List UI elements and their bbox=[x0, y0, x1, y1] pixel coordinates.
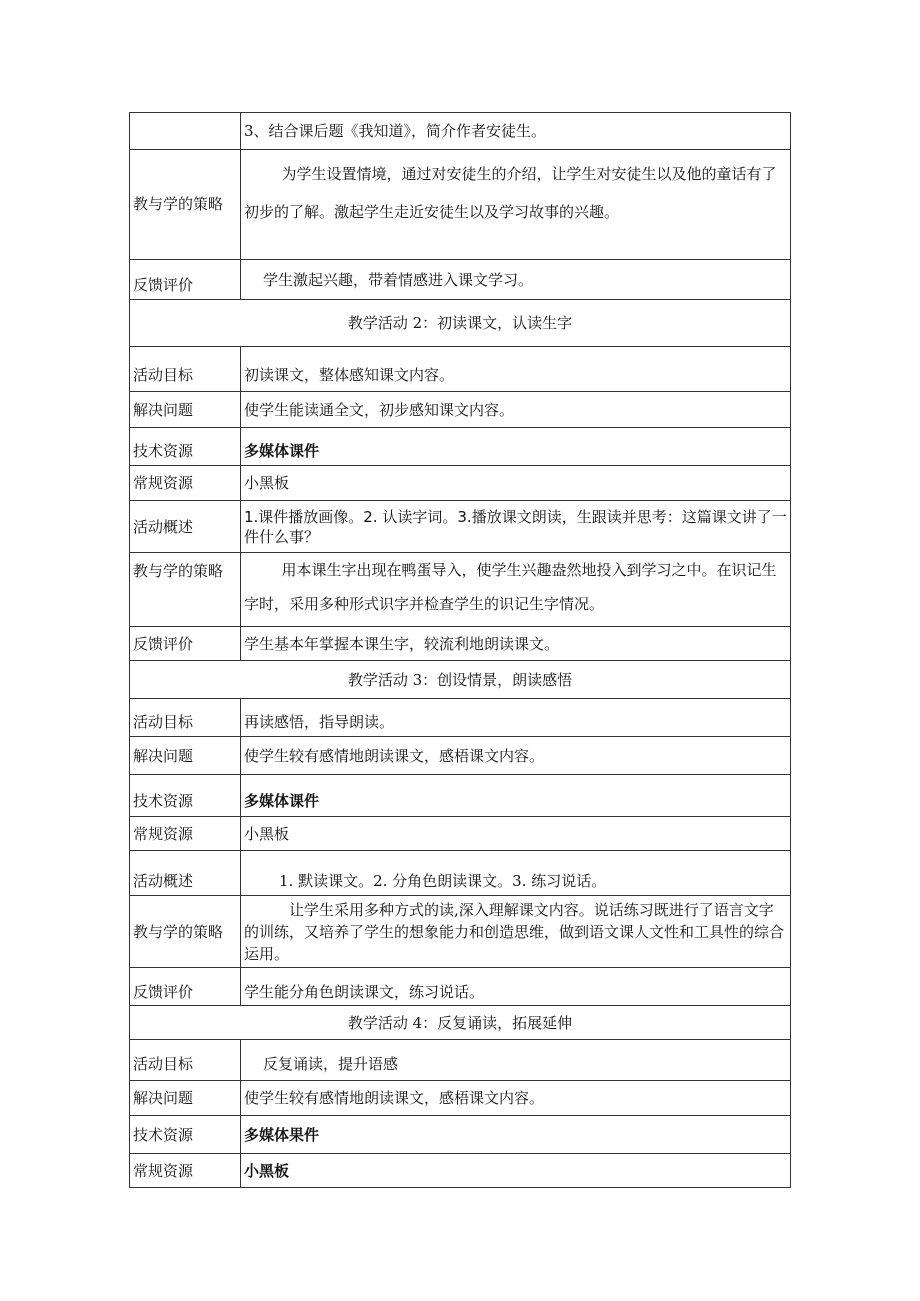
table-row bbox=[130, 737, 791, 775]
activity-heading-row bbox=[130, 300, 791, 347]
row-content: 1. 默读课文。2. 分角色朗读课文。3. 练习说话。 bbox=[241, 851, 791, 896]
table-row bbox=[130, 1081, 791, 1116]
row-label bbox=[130, 113, 241, 150]
table-row bbox=[130, 466, 791, 501]
row-label: 反馈评价 bbox=[130, 627, 241, 661]
table-row bbox=[130, 553, 791, 627]
row-label: 解决问题 bbox=[130, 392, 241, 428]
row-content: 学生能分角色朗读课文，练习说话。 bbox=[241, 968, 791, 1006]
row-label: 解决问题 bbox=[130, 1081, 241, 1116]
row-label bbox=[130, 896, 241, 968]
row-content: 小黑板 bbox=[241, 466, 791, 501]
row-label: 活动概述 bbox=[130, 851, 241, 896]
row-label: 解决问题 bbox=[130, 737, 241, 775]
row-content: 使学生较有感情地朗读课文，感梧课文内容。 bbox=[241, 737, 791, 775]
table-row bbox=[130, 1040, 791, 1081]
row-label: 技术资源 bbox=[130, 775, 241, 817]
row-label: 常规资源 bbox=[130, 466, 241, 501]
row-label bbox=[130, 150, 241, 260]
row-content: 多媒体课件 bbox=[241, 775, 791, 817]
row-content: 小黑板 bbox=[241, 817, 791, 851]
activity-heading: 教学活动 2：初读课文，认读生字 bbox=[130, 300, 791, 347]
content-text: 为学生设置情境，通过对安徒生的介绍，让学生对安徒生以及他的童话有了初步的了解。激起学生走近安徒生以及学习故事的兴趣。 bbox=[244, 165, 777, 221]
row-content: 多媒体果件 bbox=[241, 1116, 791, 1154]
table-row bbox=[130, 347, 791, 392]
table-row bbox=[130, 1154, 791, 1188]
row-label: 技术资源 bbox=[130, 428, 241, 466]
activity-heading: 教学活动 4：反复诵读，拓展延伸 bbox=[130, 1006, 791, 1040]
row-content: 使学生较有感情地朗读课文，感梧课文内容。 bbox=[241, 1081, 791, 1116]
row-label: 常规资源 bbox=[130, 1154, 241, 1188]
row-content: 初读课文，整体感知课文内容。 bbox=[241, 347, 791, 392]
table-row bbox=[130, 392, 791, 428]
row-content bbox=[241, 150, 791, 260]
content-text: 用本课生字出现在鸭蛋导入，使学生兴趣盎然地投入到学习之中。在识记生字时，采用多种形式识字并检查学生的识记生字情况。 bbox=[244, 561, 777, 613]
row-label bbox=[130, 553, 241, 627]
row-label: 常规资源 bbox=[130, 817, 241, 851]
table-row bbox=[130, 817, 791, 851]
label-text: 教与学的策略 bbox=[133, 922, 224, 941]
row-content: 使学生能读通全文，初步感知课文内容。 bbox=[241, 392, 791, 428]
table-row bbox=[130, 113, 791, 150]
label-text: 教与学的策略 bbox=[133, 195, 224, 213]
table-row bbox=[130, 699, 791, 737]
row-content: 学生基本年掌握本课生字，较流利地朗读课文。 bbox=[241, 627, 791, 661]
row-label: 活动目标 bbox=[130, 347, 241, 392]
activity-heading-row bbox=[130, 661, 791, 699]
row-label: 活动目标 bbox=[130, 1040, 241, 1081]
row-content bbox=[241, 501, 791, 553]
row-content: 学生激起兴趣，带着情感进入课文学习。 bbox=[241, 260, 791, 300]
row-content: 再读感悟，指导朗读。 bbox=[241, 699, 791, 737]
table-row bbox=[130, 851, 791, 896]
activity-heading: 教学活动 3：创设情景，朗读感悟 bbox=[130, 661, 791, 699]
table-row bbox=[130, 501, 791, 553]
row-label: 反馈评价 bbox=[130, 260, 241, 300]
table-row bbox=[130, 1116, 791, 1154]
activity-heading-row bbox=[130, 1006, 791, 1040]
row-label: 技术资源 bbox=[130, 1116, 241, 1154]
row-content: 小黑板 bbox=[241, 1154, 791, 1188]
table-row bbox=[130, 150, 791, 260]
label-text: 教与学的策略 bbox=[133, 562, 224, 580]
row-content bbox=[241, 553, 791, 627]
table-row bbox=[130, 968, 791, 1006]
row-content: 反复诵读，提升语感 bbox=[241, 1040, 791, 1081]
row-label: 活动目标 bbox=[130, 699, 241, 737]
row-label: 反馈评价 bbox=[130, 968, 241, 1006]
row-label: 活动概述 bbox=[130, 501, 241, 553]
row-content: 多媒体课件 bbox=[241, 428, 791, 466]
content-text: 1.课件播放画像。2. 认读字词。3.播放课文朗读，生跟读并思考：这篇课文讲了一件什么事？ bbox=[244, 507, 787, 546]
table-row bbox=[130, 627, 791, 661]
row-content: 3、结合课后题《我知道》，简介作者安徒生。 bbox=[241, 113, 791, 150]
table-row bbox=[130, 260, 791, 300]
lesson-plan-table bbox=[129, 112, 791, 1188]
content-text: 让学生采用多种方式的读,深入理解课文内容。说话练习既进行了语言文字的训练，又培养了学生的想象能力和创造思维，做到语文课人文性和工具性的综合运用。 bbox=[244, 900, 785, 963]
table-row bbox=[130, 428, 791, 466]
table-row bbox=[130, 896, 791, 968]
table-row bbox=[130, 775, 791, 817]
row-content bbox=[241, 896, 791, 968]
